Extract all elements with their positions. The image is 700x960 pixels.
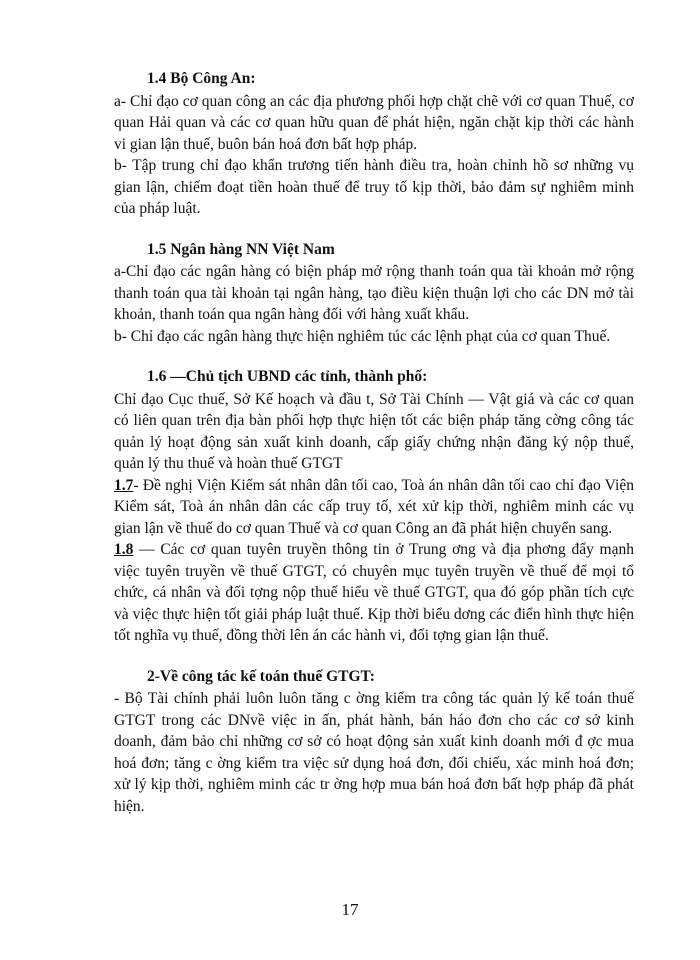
- section-heading: 1.6 —Chủ tịch UBND các tỉnh, thành phố:: [147, 368, 428, 385]
- page-number: 17: [341, 900, 359, 919]
- section-state-bank: [114, 239, 634, 348]
- paragraph-text: — Các cơ quan tuyên truyền thông tin ở Trung ơng và địa phơng đẩy mạnh việc tuyên truyền về thuế GTGT, có chuyên mục tuyên truyền về thuế để mọi tổ chức, cá nhân và đối tợng nộp thuế hiểu về thuế GTGT, qua đó góp phần tích cực và việc thực hiện tốt giải pháp luật thuế. Kịp thời biểu dơng các điển hình thực hiện tốt nghĩa vụ thuế, đồng thời lên án các hành vi, đối tợng gian lận thuế.: [114, 541, 634, 644]
- paragraph: b- Chỉ đạo các ngân hàng thực hiện nghiêm túc các lệnh phạt của cơ quan Thuế.: [114, 327, 611, 345]
- paragraph: - Bộ Tài chính phải luôn luôn tăng c ờng kiểm tra công tác quản lý kế toán thuế GTGT trong các DNvề việc in ấn, phát hành, bán háo đơn cho các cơ sở kinh doanh, đảm bảo chỉ những cơ sở có hoạt động sản xuất kinh doanh mới đ ợc mua hoá đơn; tăng c ờng kiểm tra việc sử dụng hoá đơn, đối chiếu, xác minh hoá đơn; xử lý kịp thời, nghiêm minh các tr ờng hợp mua bán hoá đơn bất hợp pháp đã phát hiện.: [114, 690, 634, 815]
- paragraph-number: 1.8: [114, 541, 134, 558]
- numbered-paragraph: [114, 539, 634, 647]
- paragraph: a-Chỉ đạo các ngân hàng có biện pháp mở rộng thanh toán qua tài khoản mở rộng thanh toán qua tài khoản tại ngân hàng, tạo điều kiện thuận lợi cho các DN mở tài khoản, thanh toán qua ngân hàng đối với hàng xuất khẩu.: [114, 263, 634, 323]
- paragraph-number: 1.7: [114, 476, 134, 494]
- paragraph: b- Tập trung chỉ đạo khẩn trương tiến hành điều tra, hoàn chỉnh hồ sơ những vụ gian lận, chiếm đoạt tiền hoàn thuế để truy tố kịp thời, bảo đảm sự nghiêm minh của pháp luật.: [114, 157, 634, 217]
- paragraph: a- Chỉ đạo cơ quan công an các địa phương phối hợp chặt chẽ với cơ quan Thuế, cơ quan Hải quan và các cơ quan hữu quan để phát hiện, ngăn chặt kịp thời các hành vi gian lận thuế, buôn bán hoá đơn bất hợp pháp.: [114, 92, 634, 153]
- section-vat-accounting: [114, 666, 634, 818]
- section-heading: 2-Về công tác kế toán thuế GTGT:: [147, 667, 375, 685]
- paragraph-text: - Đề nghị Viện Kiểm sát nhân dân tối cao, Toà án nhân dân tối cao chỉ đạo Viện Kiểm sát, Toà án nhân dân các cấp truy tố, xét xử kịp thời, nghiêm minh các vụ gian lận về thuế do cơ quan Thuế và cơ quan Công an đã phát hiện chuyển sang.: [114, 476, 634, 537]
- paragraph: Chỉ đạo Cục thuế, Sở Kế hoạch và đầu t, Sở Tài Chính — Vật giá và các cơ quan có liên quan trên địa bàn phối hợp thực hiện tốt các biện pháp tăng cờng công tác quản lý hoạt động sản xuất kinh doanh, cấp giấy chứng nhận đăng ký nộp thuế, quản lý thu thuế và hoàn thuế GTGT: [114, 390, 634, 472]
- section-provincial-committee: [114, 366, 634, 647]
- section-ministry-of-public-security: [114, 68, 634, 220]
- page-body: [114, 68, 634, 836]
- numbered-paragraph: [114, 475, 634, 540]
- section-heading: 1.5 Ngân hàng NN Việt Nam: [147, 240, 335, 258]
- section-heading: 1.4 Bộ Công An:: [147, 70, 256, 87]
